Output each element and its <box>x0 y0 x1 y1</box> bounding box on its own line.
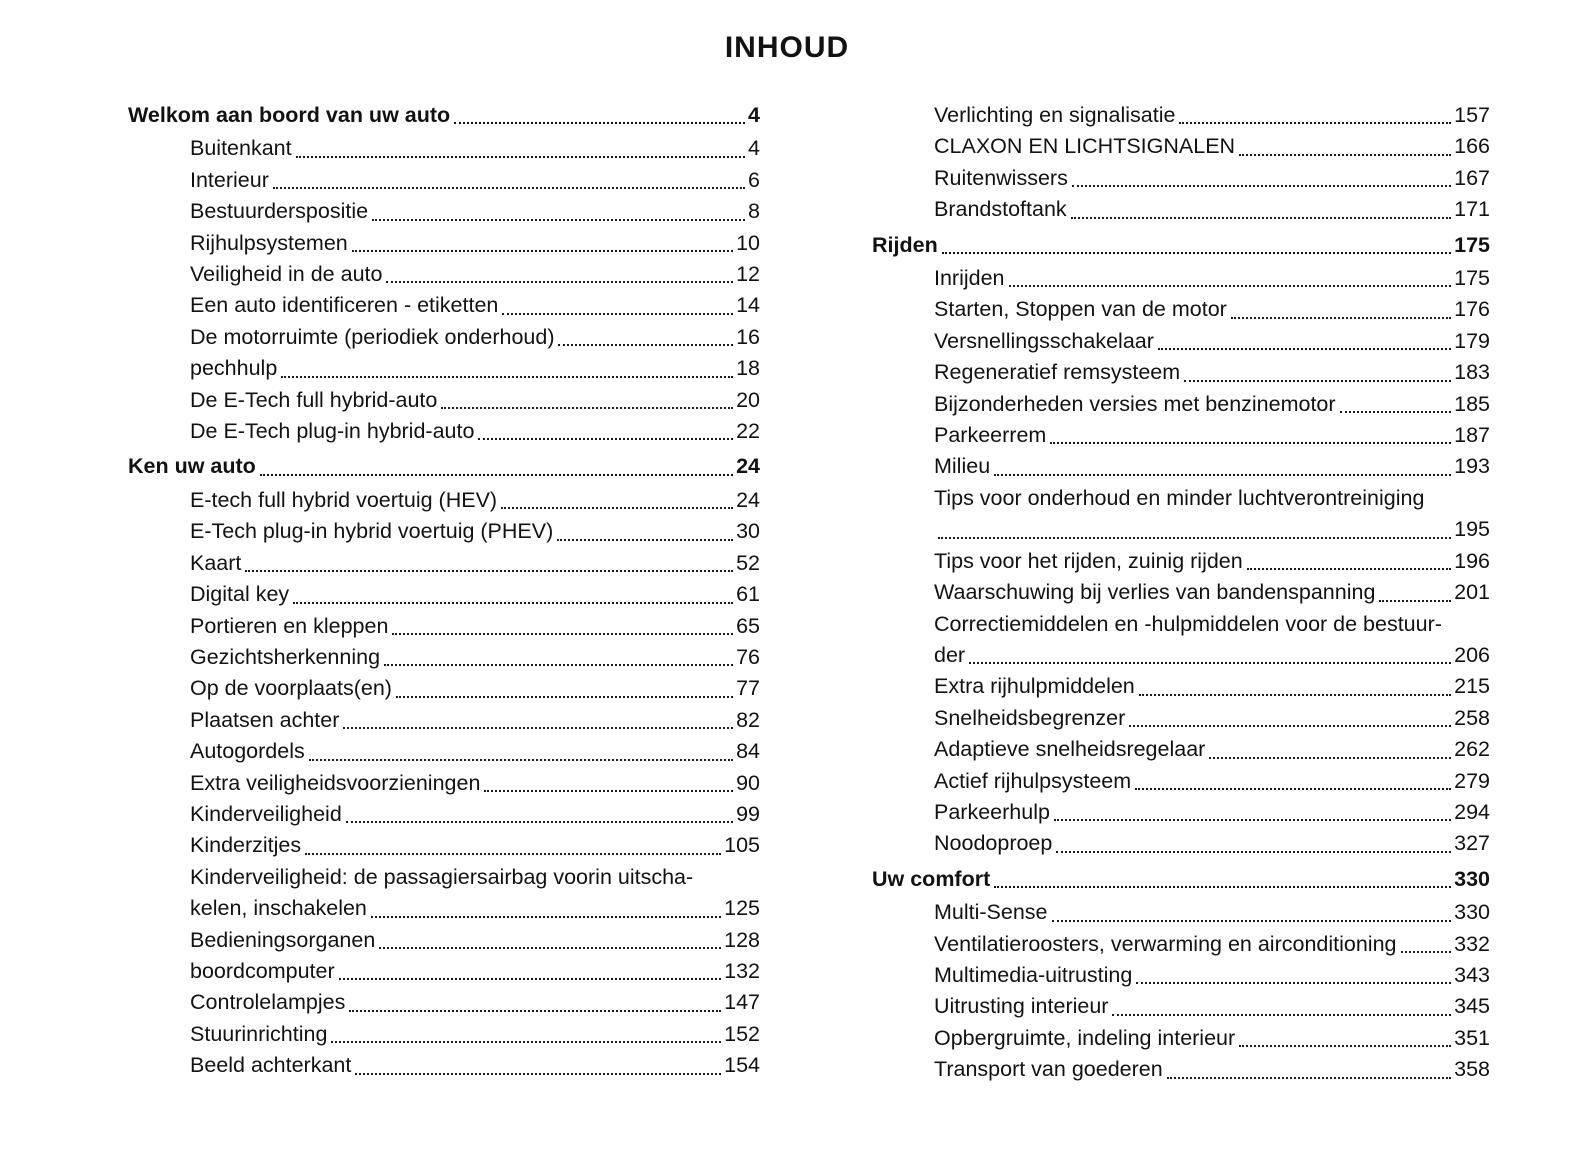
toc-entry-label: Transport van goederen <box>934 1057 1163 1082</box>
dot-leader <box>349 1010 721 1012</box>
toc-entry-row <box>128 485 760 516</box>
page-number: 193 <box>1454 454 1490 479</box>
toc-section-row <box>128 100 760 131</box>
toc-entry-row <box>872 1023 1490 1054</box>
toc-entry-label: E-Tech plug-in hybrid voertuig (PHEV) <box>190 519 554 544</box>
dot-leader <box>1136 982 1451 984</box>
dot-leader <box>1056 851 1451 853</box>
page-number: 327 <box>1454 831 1490 856</box>
page-number: 215 <box>1454 674 1490 699</box>
toc-entry-row <box>872 897 1490 928</box>
dot-leader <box>346 821 733 823</box>
toc-entry-row <box>872 960 1490 991</box>
dot-leader <box>296 156 745 158</box>
toc-entry-label: Extra rijhulpmiddelen <box>934 674 1135 699</box>
toc-entry-row <box>128 736 760 767</box>
toc-entry-row <box>128 987 760 1018</box>
toc-entry-label: Multimedia-uitrusting <box>934 962 1133 987</box>
dot-leader <box>1184 380 1451 382</box>
toc-entry-row <box>872 194 1490 225</box>
toc-entry-label: Snelheidsbegrenzer <box>934 705 1126 730</box>
page-number: 157 <box>1454 103 1490 127</box>
page-number: 358 <box>1454 1057 1490 1082</box>
toc-entry-label: Een auto identificeren - etiketten <box>190 293 499 318</box>
toc-entry-label: Adaptieve snelheidsregelaar <box>934 737 1206 762</box>
dot-leader <box>501 507 733 509</box>
toc-entry-label: Milieu <box>934 454 991 479</box>
toc-entry-row <box>128 611 760 642</box>
toc-entry-label: Parkeerrem <box>934 423 1047 448</box>
page-number: 258 <box>1454 705 1490 730</box>
toc-entry-row <box>872 131 1490 162</box>
toc-entry-row <box>128 516 760 547</box>
page-number: 171 <box>1454 197 1490 222</box>
toc-section-label: Ken uw auto <box>128 454 256 479</box>
dot-leader <box>384 664 733 666</box>
toc-section-label: Rijden <box>872 232 938 257</box>
toc-entry-label: Interieur <box>190 167 269 192</box>
dot-leader <box>1239 1045 1451 1047</box>
dot-leader <box>355 1073 721 1075</box>
page-number: 125 <box>724 896 760 921</box>
toc-entry-label: Plaatsen achter <box>190 707 340 732</box>
toc-entry-label: Opbergruimte, indeling interieur <box>934 1025 1236 1050</box>
toc-entry-label: Kaart <box>190 550 242 575</box>
toc-entry-row <box>128 1019 760 1050</box>
toc-entry-label: De E-Tech plug-in hybrid-auto <box>190 419 475 444</box>
dot-leader <box>1139 694 1451 696</box>
toc-entry-row <box>872 766 1490 797</box>
toc-entry-label: Stuurinrichting <box>190 1021 328 1046</box>
page-number: 24 <box>736 454 760 479</box>
toc-entry-row <box>128 673 760 704</box>
dot-leader <box>331 1041 721 1043</box>
dot-leader <box>441 407 733 409</box>
dot-leader <box>273 187 745 189</box>
toc-entry-row <box>872 357 1490 388</box>
dot-leader <box>372 219 745 221</box>
dot-leader <box>558 344 733 346</box>
toc-entry-label: Portieren en kleppen <box>190 613 389 638</box>
toc-columns <box>0 100 1574 1086</box>
toc-entry-label: Correctiemiddelen en -hulpmiddelen voor de bestuur- <box>934 611 1442 636</box>
toc-entry-label: Tips voor onderhoud en minder luchtverontreiniging <box>934 485 1425 510</box>
page-number: 10 <box>736 230 760 255</box>
dot-leader <box>938 537 1451 539</box>
toc-entry-row <box>872 163 1490 194</box>
dot-leader <box>1179 122 1451 124</box>
page-number: 176 <box>1454 297 1490 322</box>
page-number: 30 <box>736 519 760 544</box>
dot-leader <box>1401 951 1452 953</box>
toc-entry-row <box>872 483 1490 514</box>
toc-section-row <box>872 230 1490 261</box>
dot-leader <box>386 281 733 283</box>
page-number: 52 <box>736 550 760 575</box>
dot-leader <box>994 886 1451 888</box>
page-number: 166 <box>1454 134 1490 159</box>
page-number: 20 <box>736 387 760 412</box>
dot-leader <box>343 727 733 729</box>
toc-entry-row <box>128 893 760 924</box>
toc-entry-label: Kinderzitjes <box>190 833 302 858</box>
page-number: 99 <box>736 801 760 826</box>
toc-entry-label: E-tech full hybrid voertuig (HEV) <box>190 487 498 512</box>
dot-leader <box>293 602 733 604</box>
toc-entry-row <box>872 294 1490 325</box>
toc-entry-label: Brandstoftank <box>934 197 1067 222</box>
toc-column-right <box>872 100 1490 1086</box>
page-number: 179 <box>1454 328 1490 353</box>
page-number: 77 <box>736 676 760 701</box>
toc-entry-label: Parkeerhulp <box>934 799 1050 824</box>
toc-entry-row <box>128 768 760 799</box>
toc-entry-label: Gezichtsherkenning <box>190 644 381 669</box>
page-number: 187 <box>1454 423 1490 448</box>
dot-leader <box>392 633 733 635</box>
page-number: 132 <box>724 958 760 983</box>
dot-leader <box>1052 920 1452 922</box>
toc-entry-row <box>128 322 760 353</box>
page-number: 332 <box>1454 931 1490 956</box>
toc-entry-row <box>128 579 760 610</box>
toc-entry-row <box>872 640 1490 671</box>
toc-entry-row <box>872 828 1490 859</box>
page-number: 343 <box>1454 962 1490 987</box>
page-number: 4 <box>748 136 760 161</box>
toc-column-left <box>128 100 760 1086</box>
toc-entry-label: Tips voor het rijden, zuinig rijden <box>934 548 1243 573</box>
toc-entry-label: Verlichting en signalisatie <box>934 103 1176 127</box>
toc-entry-row <box>872 991 1490 1022</box>
page-number: 175 <box>1454 266 1490 291</box>
page-number: 18 <box>736 356 760 381</box>
page-number: 105 <box>724 833 760 858</box>
toc-entry-row <box>872 420 1490 451</box>
toc-entry-row <box>128 133 760 164</box>
toc-entry-row <box>128 830 760 861</box>
page-number: 154 <box>724 1053 760 1078</box>
dot-leader <box>942 252 1451 254</box>
dot-leader <box>1135 788 1451 790</box>
page-number: 24 <box>736 487 760 512</box>
toc-entry-label: Ventilatieroosters, verwarming en airconditioning <box>934 931 1397 956</box>
toc-entry-row <box>128 1050 760 1081</box>
page-number: 195 <box>1454 517 1490 542</box>
dot-leader <box>1379 600 1451 602</box>
dot-leader <box>281 376 733 378</box>
page-title: INHOUD <box>724 31 850 64</box>
dot-leader <box>1054 819 1451 821</box>
dot-leader <box>1072 185 1451 187</box>
toc-entry-label: Veiligheid in de auto <box>190 262 383 287</box>
dot-leader <box>309 759 733 761</box>
toc-entry-label: Inrijden <box>934 266 1005 291</box>
toc-entry-label: Buitenkant <box>190 136 292 161</box>
toc-entry-row <box>128 353 760 384</box>
toc-entry-row <box>872 703 1490 734</box>
page-number: 294 <box>1454 799 1490 824</box>
dot-leader <box>484 790 733 792</box>
page-number: 84 <box>736 739 760 764</box>
toc-entry-label: Kinderveiligheid: de passagiersairbag voorin uitscha- <box>190 864 694 889</box>
page-number: 22 <box>736 419 760 444</box>
dot-leader <box>478 438 733 440</box>
page-number: 262 <box>1454 737 1490 762</box>
toc-entry-row <box>128 956 760 987</box>
dot-leader <box>339 978 722 980</box>
dot-leader <box>1112 1014 1451 1016</box>
toc-entry-label: Uitrusting interieur <box>934 994 1109 1019</box>
toc-entry-label: De motorruimte (periodiek onderhoud) <box>190 324 555 349</box>
toc-entry-label: Ruitenwissers <box>934 165 1068 190</box>
page-number: 82 <box>736 707 760 732</box>
toc-entry-label: Extra veiligheidsvoorzieningen <box>190 770 481 795</box>
toc-entry-row <box>128 165 760 196</box>
dot-leader <box>994 474 1451 476</box>
page-number: 279 <box>1454 768 1490 793</box>
page-number: 61 <box>736 582 760 607</box>
toc-entry-label: Rijhulpsystemen <box>190 230 348 255</box>
toc-entry-row <box>872 100 1490 131</box>
toc-entry-row <box>872 929 1490 960</box>
page-number: 6 <box>748 167 760 192</box>
toc-entry-label: Starten, Stoppen van de motor <box>934 297 1227 322</box>
page-number: 183 <box>1454 360 1490 385</box>
toc-entry-label: Noodoproep <box>934 831 1053 856</box>
toc-entry-row <box>872 797 1490 828</box>
dot-leader <box>502 313 733 315</box>
toc-entry-row <box>872 546 1490 577</box>
toc-entry-label: Bedieningsorganen <box>190 927 376 952</box>
toc-entry-row <box>872 263 1490 294</box>
page-number: 330 <box>1454 900 1490 925</box>
dot-leader <box>305 853 721 855</box>
page-number: 201 <box>1454 580 1490 605</box>
dot-leader <box>260 474 733 476</box>
toc-entry-label: Kinderveiligheid <box>190 801 342 826</box>
page-number: 8 <box>748 199 760 224</box>
page-number: 12 <box>736 262 760 287</box>
toc-entry-row <box>128 228 760 259</box>
toc-section-row <box>872 864 1490 895</box>
toc-entry-label: boordcomputer <box>190 958 335 983</box>
toc-entry-row <box>872 577 1490 608</box>
toc-entry-label: Digital key <box>190 582 290 607</box>
toc-entry-row <box>128 925 760 956</box>
toc-entry-row <box>128 416 760 447</box>
toc-entry-label: Waarschuwing bij verlies van bandenspanning <box>934 580 1376 605</box>
dot-leader <box>1158 348 1451 350</box>
toc-section-label: Welkom aan boord van uw auto <box>128 103 451 127</box>
toc-entry-label: Autogordels <box>190 739 305 764</box>
page-number: 206 <box>1454 642 1490 667</box>
toc-entry-label: kelen, inschakelen <box>190 896 367 921</box>
page-number: 65 <box>736 613 760 638</box>
toc-entry-label: CLAXON EN LICHTSIGNALEN <box>934 134 1236 159</box>
toc-entry-label: Actief rijhulpsysteem <box>934 768 1132 793</box>
page-number: 330 <box>1454 866 1490 891</box>
toc-entry-label: Versnellingsschakelaar <box>934 328 1154 353</box>
page-number: 175 <box>1454 232 1490 257</box>
dot-leader <box>557 539 733 541</box>
toc-entry-row <box>872 514 1490 545</box>
page-number: 147 <box>724 990 760 1015</box>
toc-entry-row <box>128 799 760 830</box>
toc-entry-label: Bijzonderheden versies met benzinemotor <box>934 391 1336 416</box>
toc-section-label: Uw comfort <box>872 866 991 891</box>
page-number: 14 <box>736 293 760 318</box>
dot-leader <box>1009 285 1452 287</box>
toc-entry-row <box>128 196 760 227</box>
toc-entry-label: De E-Tech full hybrid-auto <box>190 387 438 412</box>
toc-entry-label: Regeneratief remsysteem <box>934 360 1181 385</box>
toc-entry-label: Op de voorplaats(en) <box>190 676 392 701</box>
toc-entry-row <box>872 451 1490 482</box>
dot-leader <box>1071 217 1451 219</box>
page-number: 76 <box>736 644 760 669</box>
dot-leader <box>969 662 1451 664</box>
toc-entry-row <box>872 609 1490 640</box>
toc-entry-row <box>128 862 760 893</box>
toc-entry-row <box>872 671 1490 702</box>
toc-entry-label: Beeld achterkant <box>190 1053 352 1078</box>
dot-leader <box>371 916 721 918</box>
page-number: 152 <box>724 1021 760 1046</box>
page-number: 185 <box>1454 391 1490 416</box>
toc-entry-label: pechhulp <box>190 356 278 381</box>
page-number: 167 <box>1454 165 1490 190</box>
toc-entry-row <box>128 642 760 673</box>
toc-entry-label: Controlelampjes <box>190 990 346 1015</box>
page-number: 351 <box>1454 1025 1490 1050</box>
page-number: 345 <box>1454 994 1490 1019</box>
dot-leader <box>1340 411 1452 413</box>
toc-entry-row <box>872 389 1490 420</box>
dot-leader <box>1239 154 1451 156</box>
toc-entry-row <box>872 734 1490 765</box>
toc-entry-row <box>872 326 1490 357</box>
dot-leader <box>1167 1077 1451 1079</box>
dot-leader <box>245 570 733 572</box>
dot-leader <box>1209 757 1451 759</box>
dot-leader <box>352 250 733 252</box>
page-number: 16 <box>736 324 760 349</box>
toc-entry-row <box>128 705 760 736</box>
toc-entry-row <box>128 290 760 321</box>
dot-leader <box>1129 725 1451 727</box>
toc-entry-row <box>128 548 760 579</box>
toc-entry-row <box>872 1054 1490 1085</box>
toc-entry-label: Bestuurderspositie <box>190 199 369 224</box>
dot-leader <box>379 947 721 949</box>
dot-leader <box>1231 317 1451 319</box>
dot-leader <box>1050 442 1451 444</box>
toc-entry-label: der <box>934 642 966 667</box>
toc-entry-row <box>128 259 760 290</box>
dot-leader <box>454 122 745 124</box>
page-number: 128 <box>724 927 760 952</box>
toc-entry-row <box>128 385 760 416</box>
dot-leader <box>1247 568 1451 570</box>
page-number: 196 <box>1454 548 1490 573</box>
dot-leader <box>396 696 733 698</box>
page-number: 90 <box>736 770 760 795</box>
toc-entry-label: Multi-Sense <box>934 900 1048 925</box>
toc-section-row <box>128 451 760 482</box>
page-number: 4 <box>748 103 760 127</box>
